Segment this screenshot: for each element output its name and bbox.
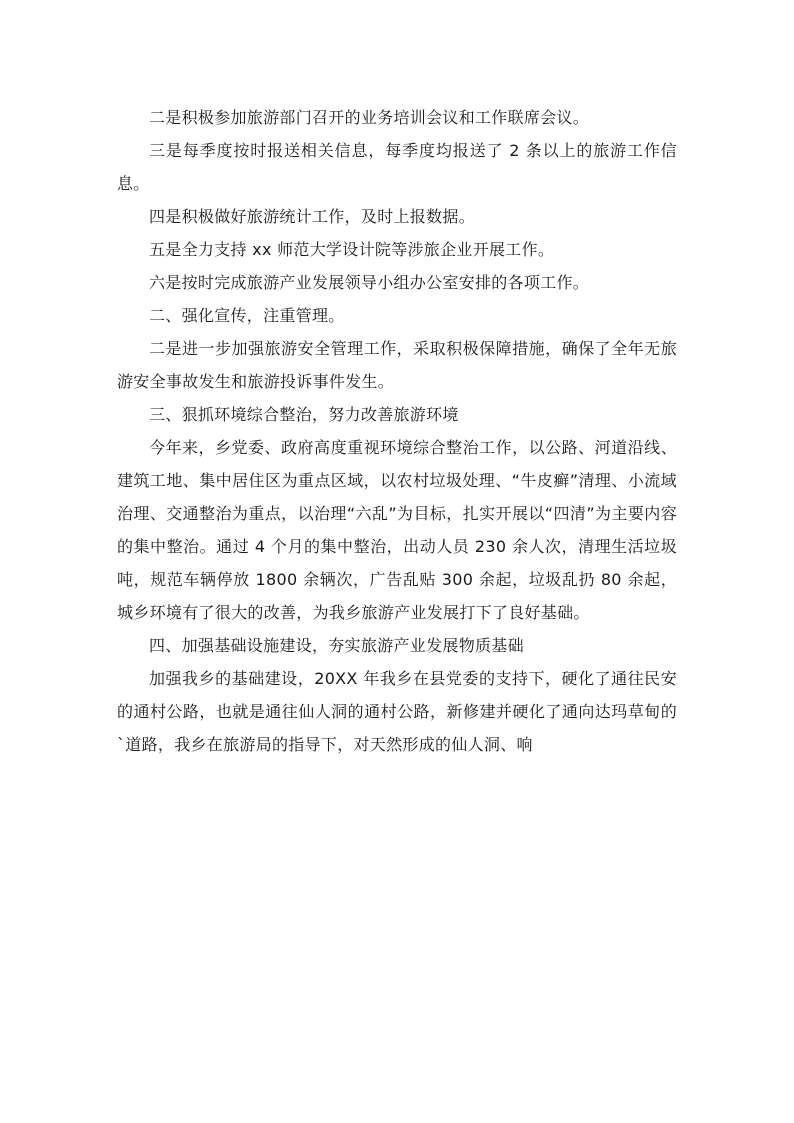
paragraph-3: 四是积极做好旅游统计工作，及时上报数据。	[149, 207, 476, 226]
paragraph-9: 今年来，乡党委、政府高度重视环境综合整治工作，以公路、河道沿线、建筑工地、集中居住区为重点区域，以农村垃圾处理、“牛皮癣”清理、小流域治理、交通整治为重点，以治理“六乱”为目标，扎实开展以“四清”为主要内容的集中整治。通过 4 个月的集中整治，出动人员 230 余人次，清理生活垃圾吨，规范车辆停放 1800 余辆次，广告乱贴 300 余起，垃圾乱扔 80 余起，城乡环境有了很大的改善，为我乡旅游产业发展打下了良好基础。	[117, 438, 677, 622]
paragraph-2: 三是每季度按时报送相关信息，每季度均报送了 2 条以上的旅游工作信息。	[117, 141, 677, 193]
document-body	[117, 101, 677, 761]
section-heading-2: 二、强化宣传，注重管理。	[149, 306, 345, 325]
paragraph-4: 五是全力支持 xx 师范大学设计院等涉旅企业开展工作。	[149, 240, 555, 259]
paragraph-7: 二是进一步加强旅游安全管理工作，采取积极保障措施，确保了全年无旅游安全事故发生和旅游投诉事件发生。	[117, 339, 677, 391]
paragraph-5: 六是按时完成旅游产业发展领导小组办公室安排的各项工作。	[149, 273, 590, 292]
section-heading-3: 三、狠抓环境综合整治，努力改善旅游环境	[149, 405, 459, 424]
paragraph-11: 加强我乡的基础建设，20XX 年我乡在县党委的支持下，硬化了通往民安的通村公路，也就是通往仙人洞的通村公路，新修建并硬化了通向达玛草甸的`道路，我乡在旅游局的指导下，对天然形成的仙人洞、响	[117, 669, 677, 754]
paragraph-1: 二是积极参加旅游部门召开的业务培训会议和工作联席会议。	[149, 108, 590, 127]
section-heading-4: 四、加强基础设施建设，夯实旅游产业发展物质基础	[149, 636, 524, 655]
